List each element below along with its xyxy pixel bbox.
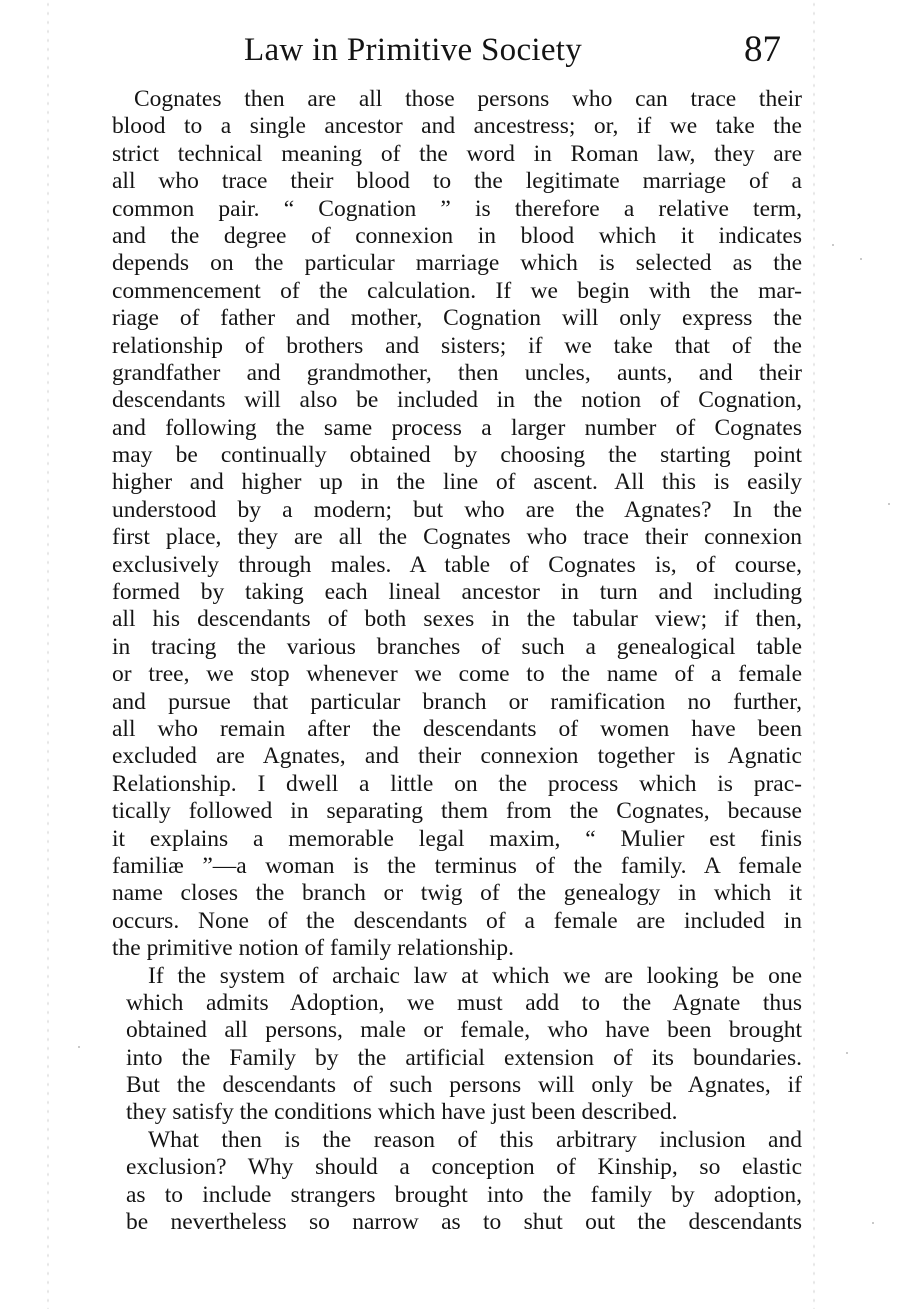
text-line: understood by a modern; but who are the Agnates? In the [112, 496, 802, 523]
text-line: formed by taking each lineal ancestor in turn and including [112, 579, 802, 606]
text-line: they satisfy the conditions which have just been described. [126, 1099, 678, 1126]
text-line: depends on the particular marriage which is selected as the [112, 250, 802, 277]
text-line: common pair. “ Cognation ” is therefore a relative term, [112, 195, 802, 222]
text-line: Cognates then are all those persons who can trace their [134, 86, 802, 112]
text-line: into the Family by the artificial extension of its boundaries. [126, 1044, 802, 1071]
text-line: obtained all persons, male or female, who have been brought [126, 1017, 802, 1044]
text-line: higher and higher up in the line of ascent. All this is easily [112, 469, 802, 496]
text-line: excluded are Agnates, and their connexion together is Agnatic [112, 743, 802, 770]
text-line: and following the same process a larger number of Cognates [112, 414, 802, 441]
text-line: If the system of archaic law at which we are looking be one [148, 962, 802, 989]
text-line: all his descendants of both sexes in the tabular view; if then, [112, 606, 802, 633]
page-number: 87 [744, 29, 781, 70]
text-line: be nevertheless so narrow as to shut out the descendants [126, 1209, 802, 1236]
text-line: tically followed in separating them from the Cognates, because [112, 798, 802, 825]
text-line: or tree, we stop whenever we come to the name of a female [112, 661, 802, 688]
text-line: blood to a single ancestor and ancestress; or, if we take the [112, 113, 802, 140]
text-line: may be continually obtained by choosing the starting point [112, 442, 802, 469]
text-line: name closes the branch or twig of the genealogy in which it [112, 880, 802, 907]
body-text [112, 86, 802, 1236]
text-line: all who trace their blood to the legitimate marriage of a [112, 168, 802, 195]
scan-speck [860, 258, 862, 260]
scan-speck [78, 1046, 80, 1048]
text-line: it explains a memorable legal maxim, “ Mulier est finis [112, 825, 802, 852]
text-line: relationship of brothers and sisters; if we take that of the [112, 332, 802, 359]
text-line: What then is the reason of this arbitrary inclusion and [148, 1126, 802, 1153]
text-line: familiæ ”—a woman is the terminus of the family. A female [112, 852, 802, 879]
text-line: and pursue that particular branch or ramification no further, [112, 688, 802, 715]
text-line: and the degree of connexion in blood which it indicates [112, 222, 802, 249]
text-line: occurs. None of the descendants of a female are included in [112, 907, 802, 934]
text-line: commencement of the calculation. If we begin with the mar- [112, 277, 802, 304]
text-line: riage of father and mother, Cognation will only express the [112, 305, 802, 332]
scan-speck [832, 244, 834, 246]
scan-speck [846, 1052, 848, 1054]
left-margin-specks [46, 0, 50, 1309]
text-line: grandfather and grandmother, then uncles, aunts, and their [112, 359, 802, 386]
scan-speck [888, 503, 890, 505]
text-line: the primitive notion of family relationship. [112, 935, 515, 962]
text-line: as to include strangers brought into the family by adoption, [126, 1181, 802, 1208]
text-line: exclusively through males. A table of Cognates is, of course, [112, 551, 802, 578]
text-line: first place, they are all the Cognates who trace their connexion [112, 524, 802, 551]
paragraph-2 [126, 963, 802, 1127]
text-line: all who remain after the descendants of women have been [112, 715, 802, 742]
text-line: Relationship. I dwell a little on the process which is prac- [112, 770, 802, 797]
text-line: descendants will also be included in the notion of Cognation, [112, 387, 802, 414]
paragraph-3 [126, 1127, 802, 1237]
text-line: strict technical meaning of the word in Roman law, they are [112, 140, 802, 167]
paragraph-1 [112, 86, 802, 963]
text-line: in tracing the various branches of such a genealogical table [112, 633, 802, 660]
right-margin-specks [812, 0, 816, 1309]
scan-speck [872, 1222, 874, 1224]
text-line: which admits Adoption, we must add to the Agnate thus [126, 989, 802, 1016]
running-title: Law in Primitive Society [244, 32, 583, 68]
running-head [0, 26, 900, 74]
text-line: But the descendants of such persons will only be Agnates, if [126, 1072, 802, 1099]
text-line: exclusion? Why should a conception of Kinship, so elastic [126, 1154, 802, 1181]
